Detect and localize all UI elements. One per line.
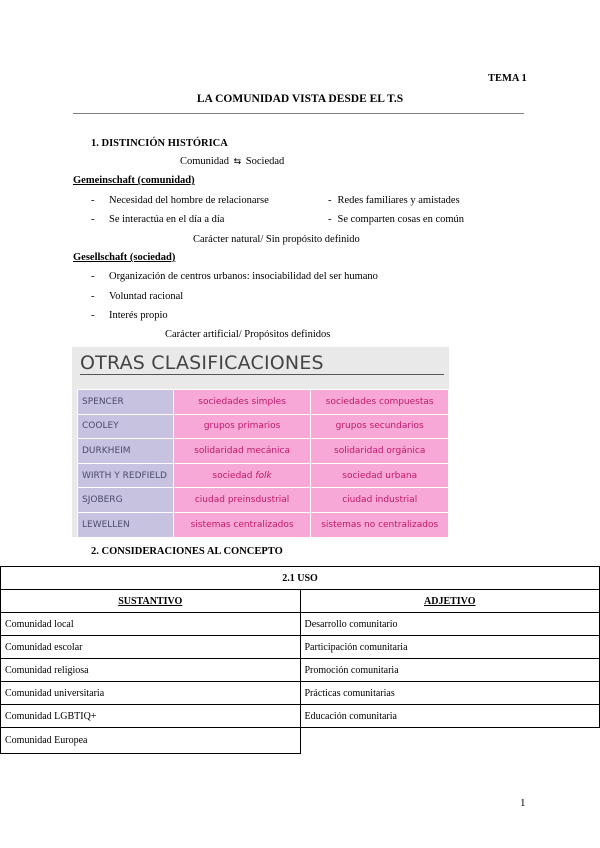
dash-bullet: - [91,291,95,302]
adjetivo-cell: Promoción comunitaria [300,659,600,682]
list-item: Redes familiares y amistades [337,195,460,206]
sustantivo-cell: Comunidad Europea [1,728,301,754]
adjetivo-cell: Desarrollo comunitario [300,613,600,636]
dash-bullet: - [91,271,95,282]
list-item [91,271,378,282]
author-cell: LEWELLEN [78,512,174,537]
type-b-cell: sociedades compuestas [311,390,449,415]
swap-arrows-icon: ⇆ [233,157,242,167]
gemeinschaft-row2-left [91,214,224,225]
table-row [1,636,600,659]
author-cell: WIRTH Y REDFIELD [78,463,174,488]
gesellschaft-title: Gesellschaft (sociedad) [73,252,176,263]
sustantivo-cell: Comunidad local [1,613,301,636]
type-b-cell: solidaridad orgánica [311,439,449,464]
table-row [1,705,600,728]
section2-heading: 2. CONSIDERACIONES AL CONCEPTO [91,546,283,557]
table-row [78,390,449,415]
author-cell: COOLEY [78,414,174,439]
table-row [78,414,449,439]
list-item-text: Organización de centros urbanos: insociabilidad del ser humano [109,271,378,282]
document-title: LA COMUNIDAD VISTA DESDE EL T.S [196,93,404,105]
table-row [78,463,449,488]
table-row [1,659,600,682]
adjetivo-cell: Prácticas comunitarias [300,682,600,705]
author-cell: DURKHEIM [78,439,174,464]
sustantivo-cell: Comunidad religiosa [1,659,301,682]
type-a-cell: sociedades simples [173,390,311,415]
type-a-cell: sistemas centralizados [173,512,311,537]
type-a-cell: solidaridad mecánica [173,439,311,464]
comparison-right: Sociedad [245,156,285,167]
classifications-underline [80,374,444,375]
title-divider [73,113,524,114]
section1-heading: 1. DISTINCIÓN HISTÓRICA [91,138,228,149]
author-cell: SJOBERG [78,488,174,513]
table-row [1,590,600,613]
table-row [1,682,600,705]
uso-table-title: 2.1 USO [1,567,600,590]
list-item-text: Voluntad racional [109,291,184,302]
type-b-cell: grupos secundarios [311,414,449,439]
comparison-line [180,156,284,167]
sustantivo-cell: Comunidad LGBTIQ+ [1,705,301,728]
table-row [78,488,449,513]
list-item: Se comparten cosas en común [337,214,465,225]
type-b-cell: sistemas no centralizados [311,512,449,537]
dash-bullet: - [91,310,95,321]
type-a-cell: sociedad folk [173,463,311,488]
column-header-adjetivo: ADJETIVO [300,590,600,613]
sustantivo-cell: Comunidad universitaria [1,682,301,705]
table-row [78,439,449,464]
gemeinschaft-row1-left [91,195,269,206]
gemeinschaft-title: Gemeinschaft (comunidad) [73,175,195,186]
list-item: Necesidad del hombre de relacionarse [109,195,269,206]
type-a-cell: grupos primarios [173,414,311,439]
tema-label: TEMA 1 [488,73,527,84]
comparison-left: Comunidad [180,156,229,167]
empty-cell [300,728,600,754]
table-row [1,613,600,636]
dash-bullet: - [91,195,95,206]
table-row [1,728,600,754]
page-number: 1 [520,797,526,809]
type-b-cell: ciudad industrial [311,488,449,513]
list-item: Se interactúa en el día a día [109,214,225,225]
dash-bullet: - [328,214,332,225]
list-item [91,310,168,321]
table-row [78,512,449,537]
gesellschaft-summary: Carácter artificial/ Propósitos definidos [165,329,331,340]
classifications-title: OTRAS CLASIFICACIONES [80,352,324,374]
list-item-text: Interés propio [109,310,168,321]
gemeinschaft-row1-right [328,195,460,206]
type-a-cell: ciudad preinsdustrial [173,488,311,513]
column-header-sustantivo: SUSTANTIVO [1,590,301,613]
gemeinschaft-summary: Carácter natural/ Sin propósito definido [193,234,360,245]
dash-bullet: - [328,195,332,206]
dash-bullet: - [91,214,95,225]
classifications-table [77,389,449,538]
adjetivo-cell: Educación comunitaria [300,705,600,728]
adjetivo-cell: Participación comunitaria [300,636,600,659]
gemeinschaft-row2-right [328,214,464,225]
classifications-figure [72,347,449,537]
uso-table [0,566,600,754]
type-b-cell: sociedad urbana [311,463,449,488]
list-item [91,291,183,302]
author-cell: SPENCER [78,390,174,415]
sustantivo-cell: Comunidad escolar [1,636,301,659]
table-row [1,567,600,590]
